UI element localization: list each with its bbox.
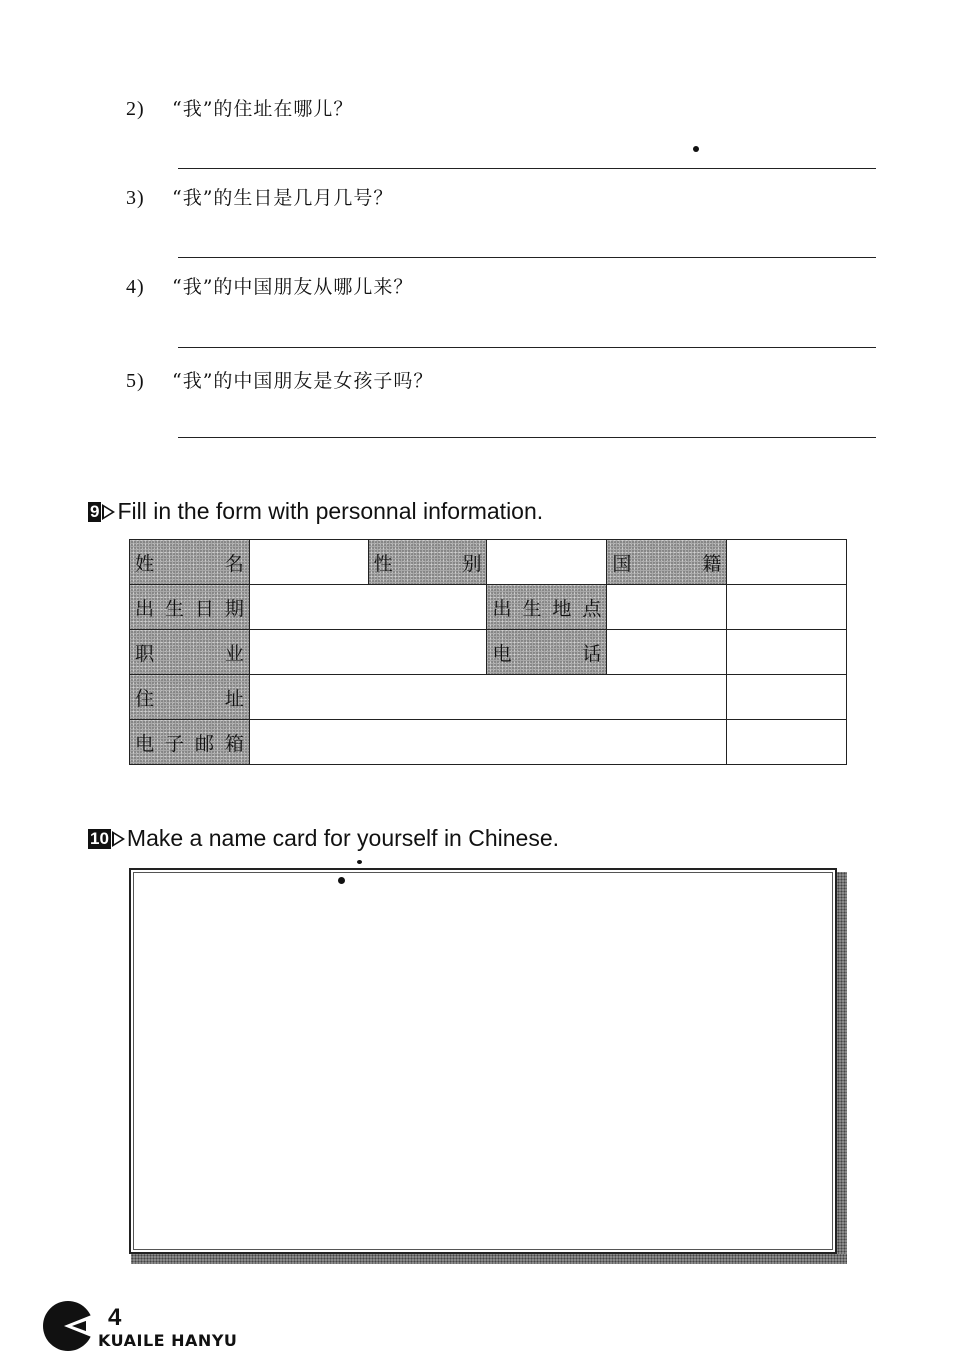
question-text: “我”的生日是几月几号？ xyxy=(172,187,394,209)
question-number: 2) xyxy=(126,98,145,120)
label-char: 出 xyxy=(492,597,512,620)
exercise-number-badge: 9 xyxy=(90,501,100,521)
arrow-icon xyxy=(102,504,115,520)
label-char: 别 xyxy=(462,552,482,575)
form-row xyxy=(130,675,847,720)
label-char: 籍 xyxy=(702,552,722,575)
label-birth-date xyxy=(130,585,250,630)
label-char: 职 xyxy=(135,642,155,665)
answer-line-2[interactable] xyxy=(178,168,876,169)
field-birth-date[interactable] xyxy=(249,585,487,630)
form-row xyxy=(130,540,847,585)
field-name[interactable] xyxy=(249,540,368,585)
question-text: “我”的中国朋友是女孩子吗？ xyxy=(172,370,434,392)
brand-name: KUAILE HANYU xyxy=(98,1331,238,1350)
label-char: 箱 xyxy=(224,732,244,755)
field-birth-place[interactable] xyxy=(607,585,727,630)
field-gender[interactable] xyxy=(487,540,607,585)
label-char: 日 xyxy=(194,597,214,620)
field-address[interactable] xyxy=(249,675,726,720)
exercise-9-heading xyxy=(88,498,543,525)
ink-speck xyxy=(693,146,699,152)
label-phone xyxy=(487,630,607,675)
label-char: 出 xyxy=(135,597,155,620)
field-occupation[interactable] xyxy=(249,630,487,675)
label-char: 地 xyxy=(552,597,572,620)
field-email[interactable] xyxy=(249,720,726,765)
extra-cell[interactable] xyxy=(727,675,847,720)
kuaile-hanyu-logo-icon xyxy=(42,1300,94,1352)
label-char: 名 xyxy=(224,552,244,575)
label-char: 址 xyxy=(224,687,244,710)
form-row xyxy=(130,585,847,630)
exercise-instruction: Fill in the form with personnal information. xyxy=(117,498,544,524)
label-char: 国 xyxy=(612,552,632,575)
exercise-instruction: Make a name card for yourself in Chinese. xyxy=(126,825,560,851)
label-char: 生 xyxy=(164,597,184,620)
question-2 xyxy=(126,94,353,121)
question-text: “我”的中国朋友从哪儿来？ xyxy=(172,276,414,298)
label-char: 业 xyxy=(224,642,244,665)
question-4 xyxy=(126,272,413,299)
label-char: 话 xyxy=(582,642,602,665)
label-char: 住 xyxy=(135,687,155,710)
form-row xyxy=(130,630,847,675)
label-char: 邮 xyxy=(194,732,214,755)
page-number: 4 xyxy=(108,1304,122,1331)
label-gender xyxy=(368,540,487,585)
form-row xyxy=(130,720,847,765)
question-number: 5) xyxy=(126,370,145,392)
question-5 xyxy=(126,366,433,393)
personal-info-form xyxy=(129,539,847,765)
extra-cell[interactable] xyxy=(727,720,847,765)
field-nationality[interactable] xyxy=(727,540,847,585)
question-text: “我”的住址在哪儿？ xyxy=(172,98,354,120)
label-char: 电 xyxy=(492,642,512,665)
answer-line-5[interactable] xyxy=(178,437,876,438)
question-3 xyxy=(126,183,393,210)
label-char: 生 xyxy=(522,597,542,620)
name-card-inner-border xyxy=(133,872,833,1250)
label-char: 点 xyxy=(582,597,602,620)
question-number: 3) xyxy=(126,187,145,209)
photo-area[interactable] xyxy=(727,585,847,630)
exercise-number-badge: 10 xyxy=(90,828,109,848)
label-occupation xyxy=(130,630,250,675)
label-char: 子 xyxy=(164,732,184,755)
label-name xyxy=(130,540,250,585)
label-nationality xyxy=(607,540,727,585)
extra-cell[interactable] xyxy=(727,630,847,675)
ink-speck xyxy=(357,860,362,864)
name-card-shadow xyxy=(837,872,847,1264)
label-char: 性 xyxy=(373,552,393,575)
answer-line-3[interactable] xyxy=(178,257,876,258)
label-char: 电 xyxy=(135,732,155,755)
name-card-shadow xyxy=(131,1254,847,1264)
label-char: 姓 xyxy=(135,552,155,575)
field-phone[interactable] xyxy=(607,630,727,675)
label-birth-place xyxy=(487,585,607,630)
exercise-10-heading xyxy=(88,825,559,852)
label-char: 期 xyxy=(224,597,244,620)
arrow-icon xyxy=(112,831,125,847)
label-email xyxy=(130,720,250,765)
label-address xyxy=(130,675,250,720)
answer-line-4[interactable] xyxy=(178,347,876,348)
ink-speck xyxy=(338,877,345,884)
question-number: 4) xyxy=(126,276,145,298)
